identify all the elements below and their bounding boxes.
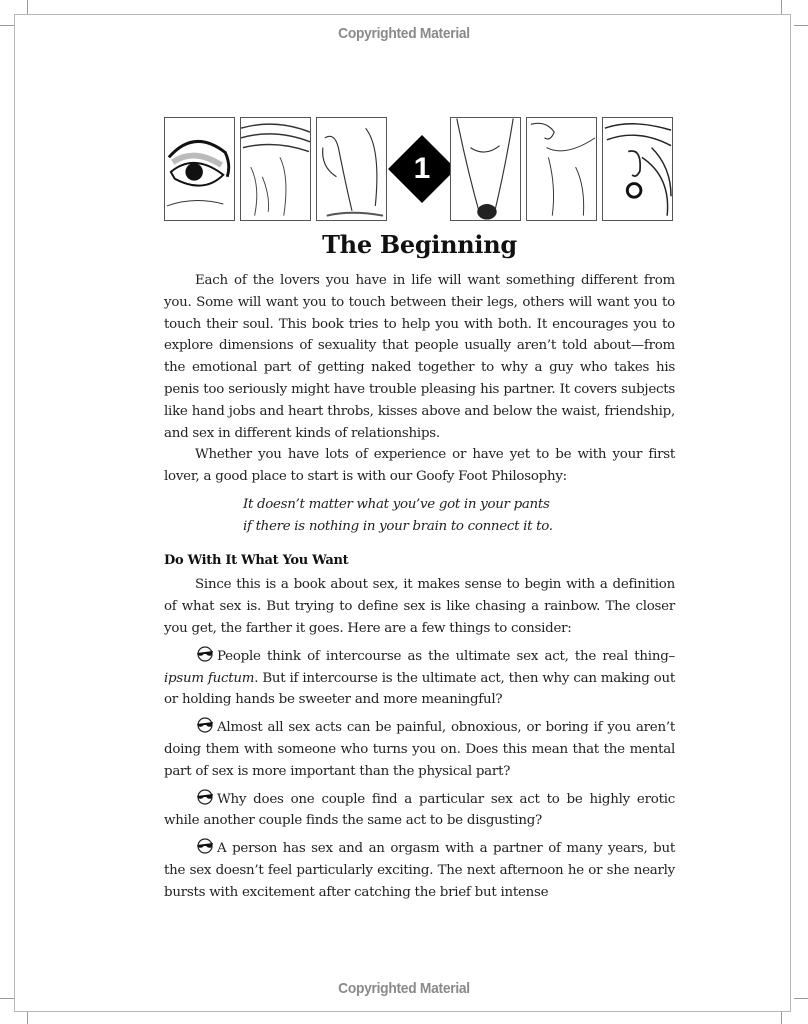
philosophy-lead-paragraph: Whether you have lots of experience or have yet to be with your first lover, a good place to start is with our Goofy Foot Philosophy: (164, 447, 675, 485)
crop-mark (794, 998, 808, 999)
chapter-number-badge (387, 134, 457, 204)
section-intro-paragraph: Since this is a book about sex, it makes sense to begin with a definition of what sex is. But trying to define sex is like chasing a rainbow. The closer you get, the farther it goes. Here are a few things to consider: (164, 577, 675, 636)
feet-illustration (316, 117, 387, 221)
crop-mark (0, 998, 14, 999)
bullet-item: Almost all sex acts can be painful, obnoxious, or boring if you aren’t doing them with someone who turns you on. Does this mean that the mental part of sex is more important than the physical part? (164, 717, 675, 782)
chapter-title: The Beginning (322, 230, 517, 259)
draped-figure-illustration (240, 117, 311, 221)
chapter-number: 1 (413, 152, 431, 185)
sunglasses-icon (195, 717, 215, 733)
intro-paragraph: Each of the lovers you have in life will want something different from you. Some will want you to touch between their legs, others will want you to touch their soul. This book tries to help you with both. It encourages you to explore dimensions of sexuality that people usually aren’t told about—from the emotional part of getting naked together to why a guy who takes his penis too seriously might have trouble pleasing his partner. It covers subjects like hand jobs and heart throbs, kisses above and below the waist, friendship, and sex in different kinds of relationships. (164, 273, 675, 441)
chapter-banner (164, 117, 675, 223)
bullet-item: Why does one couple find a particular sex act to be highly erotic while another couple finds the same act to be disgusting? (164, 789, 675, 833)
body-text (164, 270, 675, 904)
quote-line: if there is nothing in your brain to connect it to. (243, 518, 553, 534)
sunglasses-icon (195, 838, 215, 854)
crop-mark (794, 25, 808, 26)
sunglasses-icon (195, 789, 215, 805)
figure-arched-illustration (526, 117, 597, 221)
quote-line: It doesn’t matter what you’ve got in your pants (243, 496, 550, 512)
crop-mark (781, 0, 782, 14)
torso-illustration (450, 117, 521, 221)
ear-earring-illustration (602, 117, 673, 221)
copyright-watermark-top: Copyrighted Material (338, 25, 470, 42)
crop-mark (27, 1012, 28, 1024)
crop-mark (27, 0, 28, 14)
eye-illustration (164, 117, 235, 221)
bullet-item: People think of intercourse as the ultimate sex act, the real thing–ipsum fuctum. But if intercourse is the ultimate act, then why can making out or holding hands be sweeter and more meaningful? (164, 646, 675, 711)
section-heading: Do With It What You Want (164, 552, 349, 568)
sunglasses-icon (195, 646, 215, 662)
crop-mark (0, 25, 14, 26)
copyright-watermark-bottom: Copyrighted Material (338, 980, 470, 997)
philosophy-quote (243, 494, 675, 538)
crop-mark (781, 1012, 782, 1024)
bullet-item: A person has sex and an orgasm with a partner of many years, but the sex doesn’t feel particularly exciting. The next afternoon he or she nearly bursts with excitement after catching the brief but intense (164, 838, 675, 903)
